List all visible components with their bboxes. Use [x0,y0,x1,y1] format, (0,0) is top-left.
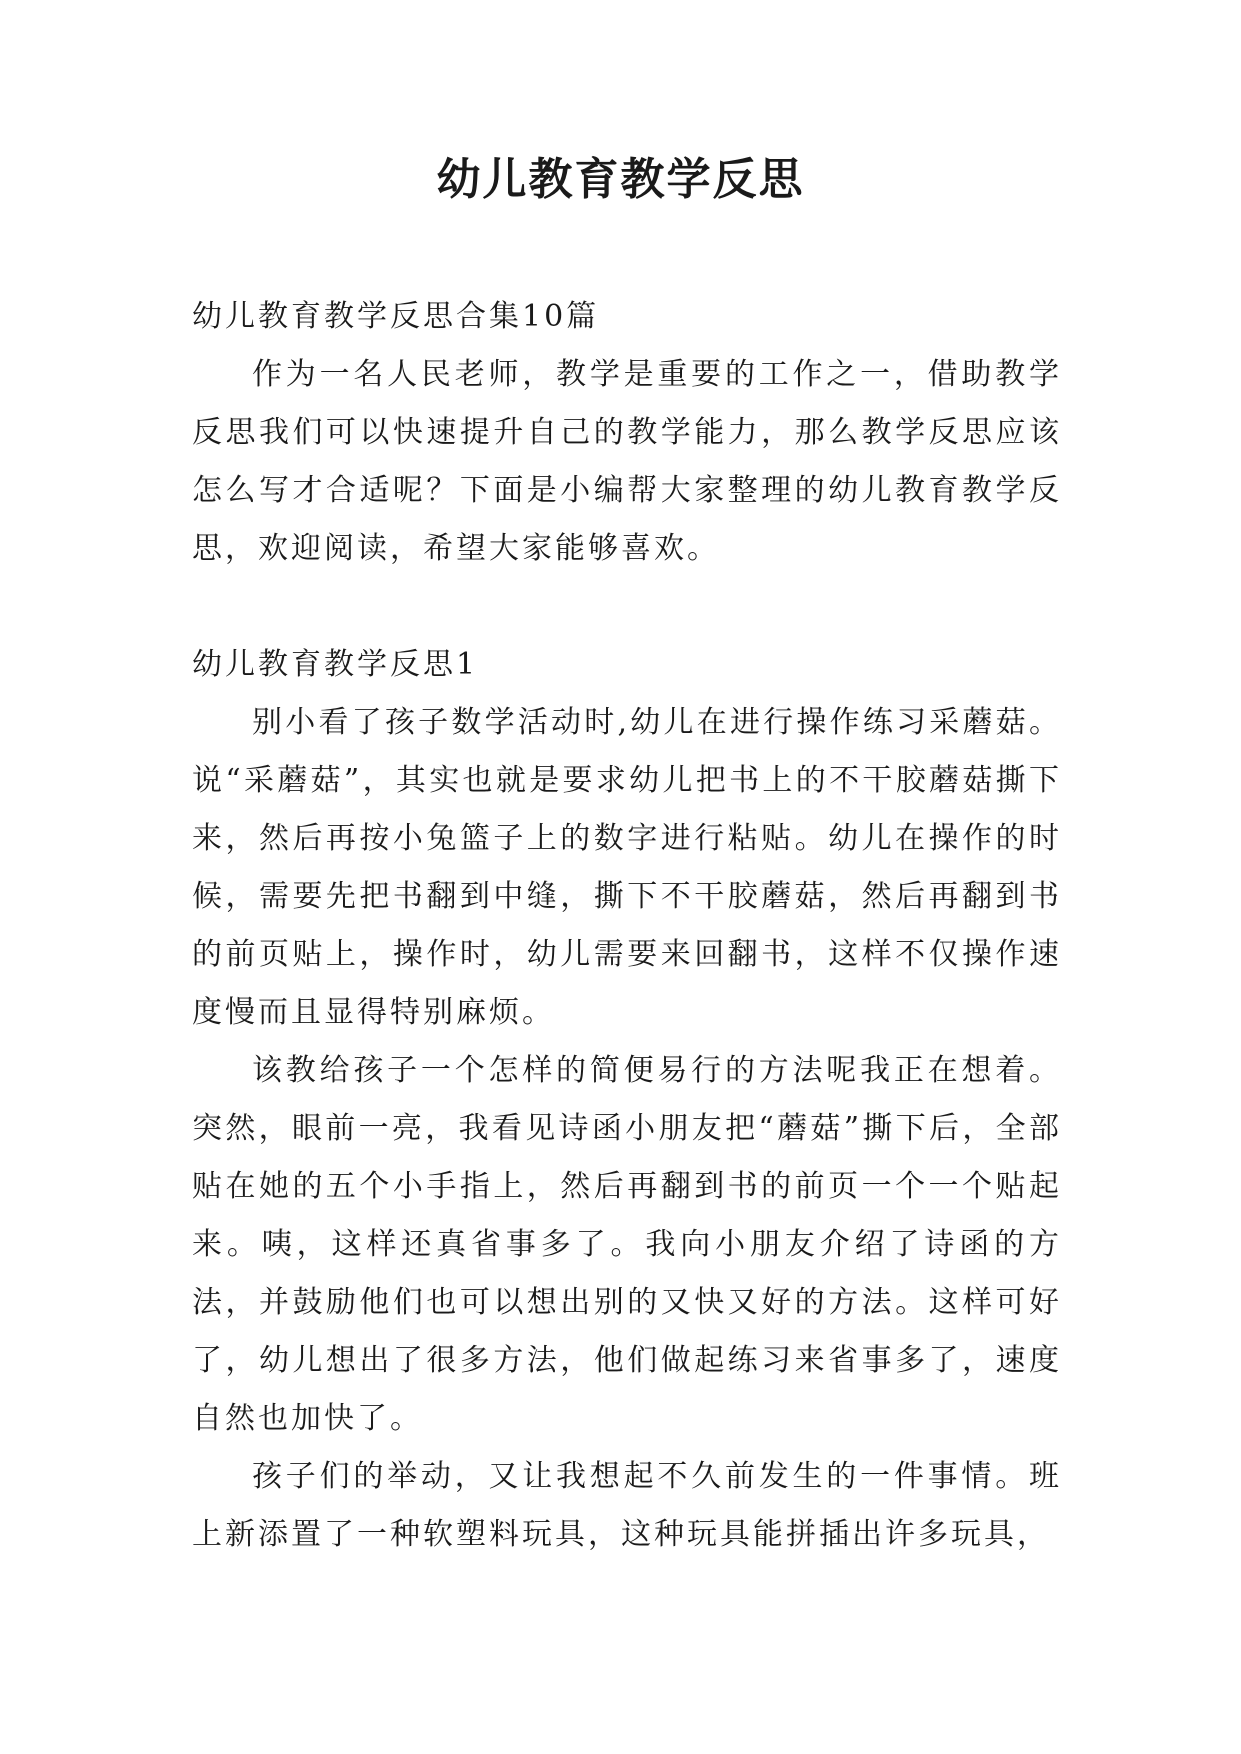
body-paragraph: 孩子们的举动，又让我想起不久前发生的一件事情。班上新添置了一种软塑料玩具，这种玩具能拼插出许多玩具， [192,1459,1062,1552]
section-heading: 幼儿教育教学反思1 [192,647,479,682]
section-spacer [192,578,1062,636]
document-body [192,288,1062,1564]
body-paragraph: 该教给孩子一个怎样的简便易行的方法呢我正在想着。突然，眼前一亮，我看见诗函小朋友把“蘑菇”撕下后，全部贴在她的五个小手指上，然后再翻到书的前页一个一个贴起来。咦，这样还真省事多了。我向小朋友介绍了诗函的方法，并鼓励他们也可以想出别的又快又好的方法。这样可好了，幼儿想出了很多方法，他们做起练习来省事多了，速度自然也加快了。 [192,1053,1062,1436]
body-paragraph: 别小看了孩子数学活动时,幼儿在进行操作练习采蘑菇。说“采蘑菇”，其实也就是要求幼儿把书上的不干胶蘑菇撕下来，然后再按小兔篮子上的数字进行粘贴。幼儿在操作的时候，需要先把书翻到中缝，撕下不干胶蘑菇，然后再翻到书的前页贴上，操作时，幼儿需要来回翻书，这样不仅操作速度慢而且显得特别麻烦。 [192,705,1062,1030]
collection-heading: 幼儿教育教学反思合集10篇 [192,299,600,334]
document-title: 幼儿教育教学反思 [436,154,805,205]
intro-paragraph: 作为一名人民老师，教学是重要的工作之一，借助教学反思我们可以快速提升自己的教学能力，那么教学反思应该怎么写才合适呢？下面是小编帮大家整理的幼儿教育教学反思，欢迎阅读，希望大家能够喜欢。 [192,357,1062,566]
